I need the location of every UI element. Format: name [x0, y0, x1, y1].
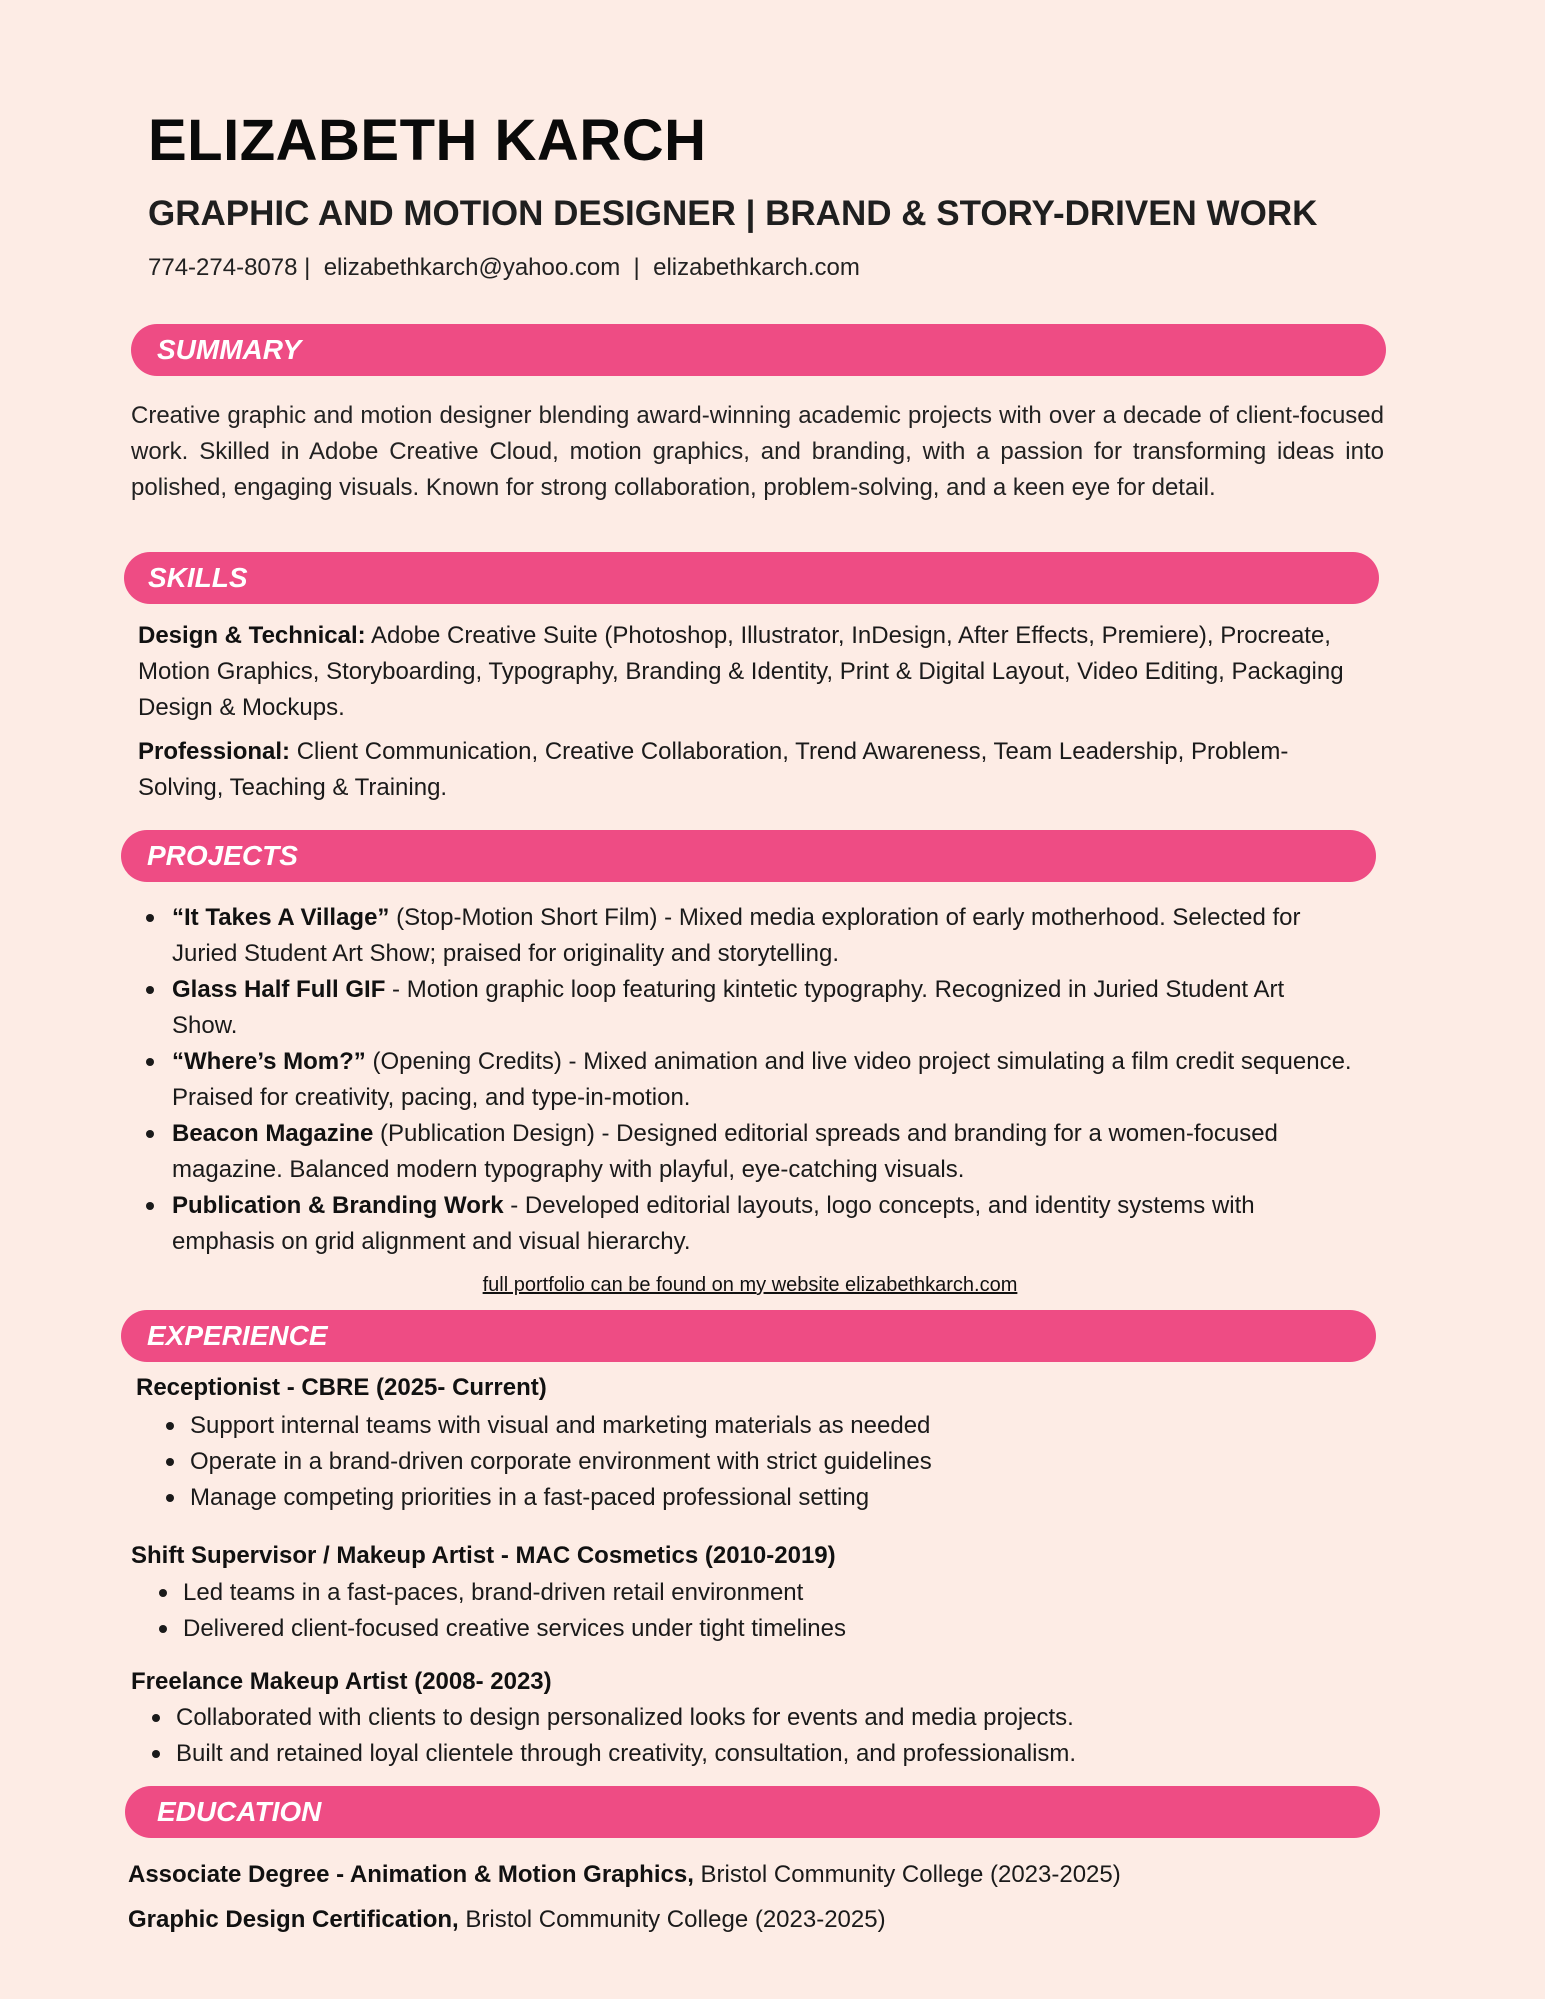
project-description: (Publication Design) - Designed editorial spreads and branding for a women-focused magazine. Balanced modern typography with playful, eye-catching visuals. — [172, 1120, 1278, 1183]
education-degree: Graphic Design Certification, — [128, 1906, 459, 1933]
project-item — [172, 900, 1352, 972]
project-description: (Stop-Motion Short Film) - Mixed media exploration of early motherhood. Selected for Juried Student Art Show; praised for originality and storytelling. — [172, 904, 1301, 967]
education-degree: Associate Degree - Animation & Motion Graphics, — [128, 1861, 694, 1888]
project-title: “Where’s Mom?” — [172, 1048, 366, 1075]
education-item — [128, 1905, 886, 1935]
project-description: - Motion graphic loop featuring kintetic typography. Recognized in Juried Student Art Show. — [172, 976, 1285, 1039]
summary-text: Creative graphic and motion designer blending award-winning academic projects with over a decade of client-focused work. Skilled in Adobe Creative Cloud, motion graphics, and branding, with a passion for transforming ideas into polished, engaging visuals. Known for strong collaboration, problem-solving, and a keen eye for detail. — [131, 402, 1384, 501]
job-bullets — [176, 1700, 1356, 1772]
projects-list — [172, 900, 1352, 1260]
skills-professional-label: Professional: — [138, 738, 291, 765]
skills-design-label: Design & Technical: — [138, 622, 366, 649]
project-title: Beacon Magazine — [172, 1120, 374, 1147]
job-bullets — [190, 1408, 1340, 1516]
list-item: Built and retained loyal clientele through creativity, consultation, and professionalism. — [176, 1736, 1356, 1772]
job-title: Freelance Makeup Artist (2008- 2023) — [131, 1668, 552, 1695]
skills-professional-text: Client Communication, Creative Collaboration, Trend Awareness, Team Leadership, Problem-Solving, Teaching & Training. — [138, 738, 1289, 801]
resume-name: ELIZABETH KARCH — [148, 108, 707, 173]
education-school: Bristol Community College (2023-2025) — [458, 1906, 886, 1933]
contact-line: 774-274-8078 | elizabethkarch@yahoo.com | elizabethkarch.com — [148, 254, 860, 281]
education-school: Bristol Community College (2023-2025) — [693, 1861, 1121, 1888]
project-item — [172, 972, 1352, 1044]
project-description: - Developed editorial layouts, logo concepts, and identity systems with emphasis on grid alignment and visual hierarchy. — [172, 1192, 1255, 1255]
project-title: Glass Half Full GIF — [172, 976, 386, 1003]
project-item — [172, 1044, 1352, 1116]
job-title: Shift Supervisor / Makeup Artist - MAC Cosmetics (2010-2019) — [131, 1542, 836, 1569]
section-header-skills: SKILLS — [124, 552, 1379, 604]
list-item: Manage competing priorities in a fast-paced professional setting — [190, 1480, 1340, 1516]
resume-tagline: GRAPHIC AND MOTION DESIGNER | BRAND & STORY-DRIVEN WORK — [148, 194, 1318, 233]
section-header-education: EDUCATION — [125, 1786, 1380, 1838]
education-item — [128, 1860, 1121, 1890]
project-item — [172, 1116, 1352, 1188]
project-title: Publication & Branding Work — [172, 1192, 504, 1219]
list-item: Led teams in a fast-paces, brand-driven retail environment — [183, 1575, 1333, 1611]
list-item: Collaborated with clients to design personalized looks for events and media projects. — [176, 1700, 1356, 1736]
list-item: Support internal teams with visual and marketing materials as needed — [190, 1408, 1340, 1444]
skills-design-technical — [138, 618, 1368, 726]
section-header-projects: PROJECTS — [121, 830, 1376, 882]
project-item — [172, 1188, 1352, 1260]
portfolio-link[interactable]: full portfolio can be found on my website elizabethkarch.com — [482, 1274, 1018, 1296]
project-description: (Opening Credits) - Mixed animation and live video project simulating a film credit sequence. Praised for creativity, pacing, and type-in-motion. — [172, 1048, 1352, 1111]
project-title: “It Takes A Village” — [172, 904, 390, 931]
skills-design-text: Adobe Creative Suite (Photoshop, Illustrator, InDesign, After Effects, Premiere), Procreate, Motion Graphics, Storyboarding, Typography, Branding & Identity, Print & Digital Layout, Video Editing, Packaging Design & Mockups. — [138, 622, 1344, 721]
section-header-experience: EXPERIENCE — [121, 1310, 1376, 1362]
skills-professional — [138, 734, 1368, 806]
list-item: Operate in a brand-driven corporate environment with strict guidelines — [190, 1444, 1340, 1480]
list-item: Delivered client-focused creative services under tight timelines — [183, 1611, 1333, 1647]
job-title: Receptionist - CBRE (2025- Current) — [136, 1374, 547, 1401]
section-header-summary: SUMMARY — [131, 324, 1386, 376]
job-bullets — [183, 1575, 1333, 1647]
